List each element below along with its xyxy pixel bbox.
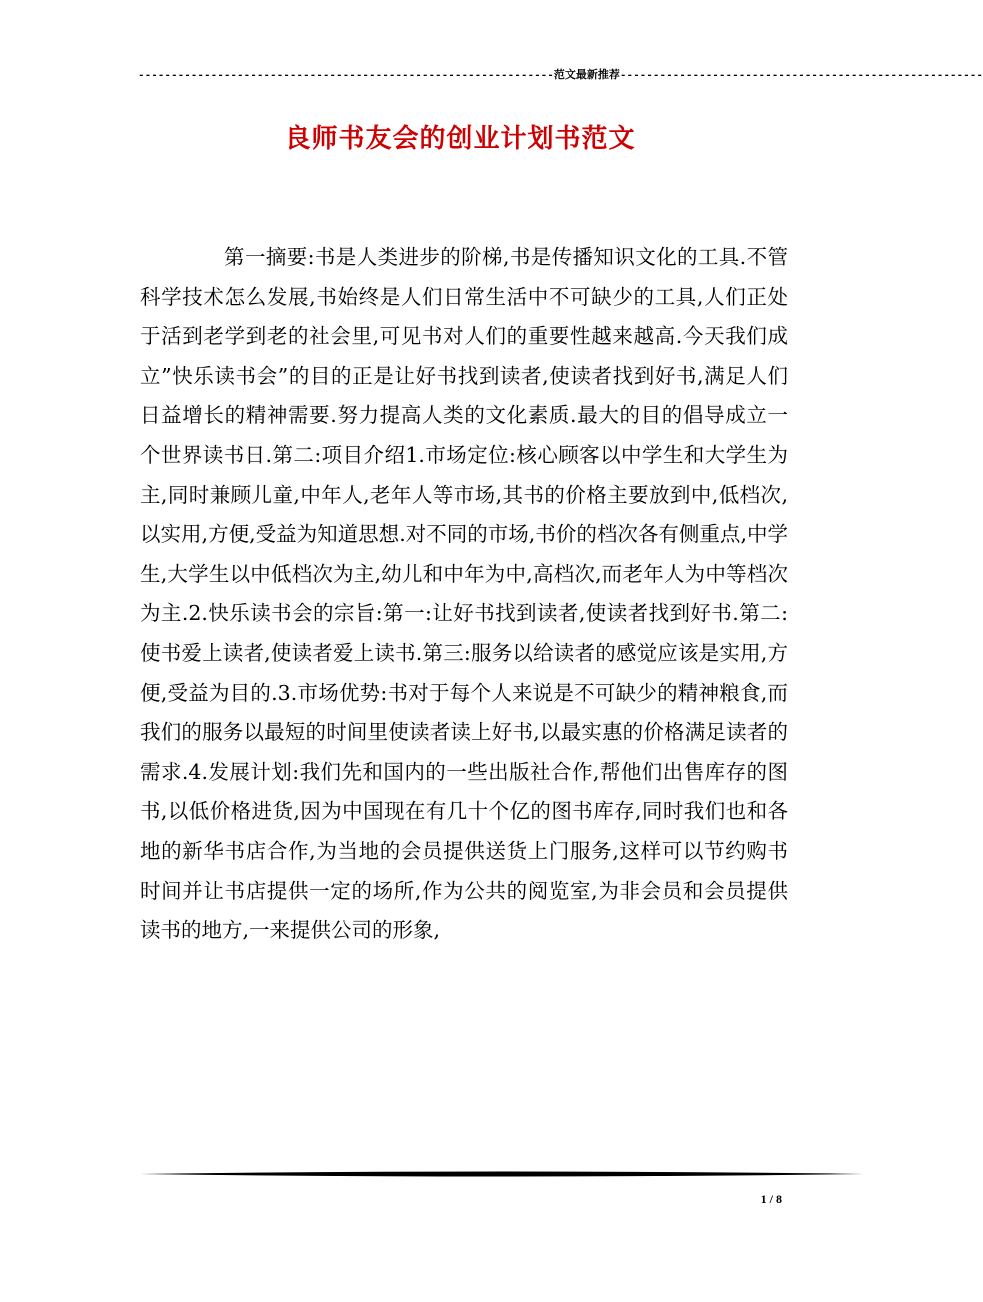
document-title: 良师书友会的创业计划书范文 bbox=[284, 124, 636, 154]
document-body: 第一摘要:书是人类进步的阶梯,书是传播知识文化的工具.不管科学技术怎么发展,书始终是人们日常生活中不可缺少的工具,人们正处于活到老学到老的社会里,可见书对人们的重要性越来越高.今天我们成立”快乐读书会”的目的正是让好书找到读者,使读者找到好书,满足人们日益增长的精神需要.努力提高人类的文化素质.最大的目的倡导成立一个世界读书日.第二:项目介绍1.市场定位:核心顾客以中学生和大学生为主,同时兼顾儿童,中年人,老年人等市场,其书的价格主要放到中,低档次,以实用,方便,受益为知道思想.对不同的市场,书价的档次各有侧重点,中学生,大学生以中低档次为主,幼儿和中年为中,高档次,而老年人为中等档次为主.2.快乐读书会的宗旨:第一:让好书找到读者,使读者找到好书.第二:使书爱上读者,使读者爱上读书.第三:服务以给读者的感觉应该是实用,方便,受益为目的.3.市场优势:书对于每个人来说是不可缺少的精神粮食,而我们的服务以最短的时间里使读者读上好书,以最实惠的价格满足读者的需求.4.发展计划:我们先和国内的一些出版社合作,帮他们出售库存的图书,以低价格进货,因为中国现在有几十个亿的图书库存,同时我们也和各地的新华书店合作,为当地的会员提供送货上门服务,这样可以节约购书时间并让书店提供一定的场所,作为公共的阅览室,为非会员和会员提供读书的地方,一来提供公司的形象, bbox=[140, 245, 788, 943]
page-header bbox=[138, 68, 983, 84]
header-dashes-left: --------------------------------------------------------------- bbox=[138, 70, 554, 82]
footer-rule bbox=[140, 1170, 864, 1178]
header-dashes-right: ------------------------------------------------------- bbox=[619, 70, 983, 82]
header-label: 范文最新推荐 bbox=[553, 70, 620, 82]
footer-rule-shape bbox=[140, 1172, 864, 1177]
page-number: 1 / 8 bbox=[760, 1192, 782, 1206]
